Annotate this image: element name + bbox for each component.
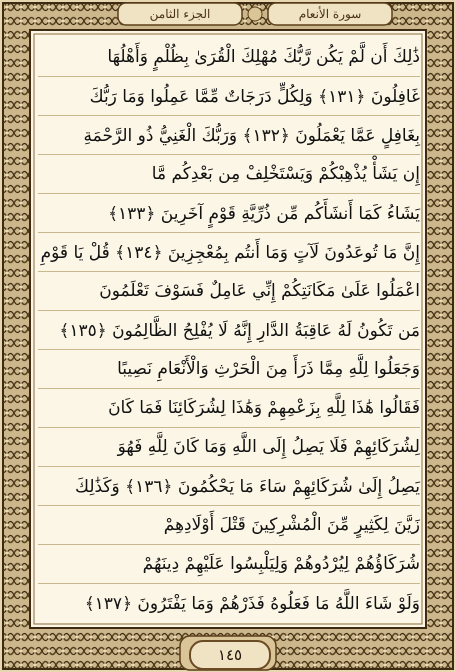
page-number: ١٤٥ [189, 640, 271, 670]
text-line: ذَٰلِكَ أَن لَّمْ يَكُن رَّبُّكَ مُهْلِكَ الْقُرَىٰ بِظُلْمٍ وَأَهْلُهَا [107, 47, 420, 67]
text-line: لِشُرَكَائِهِمْ فَلَا يَصِلُ إِلَى اللَّهِ وَمَا كَانَ لِلَّهِ فَهُوَ [117, 437, 420, 457]
text-line: شُرَكَاؤُهُمْ لِيُرْدُوهُمْ وَلِيَلْبِسُوا عَلَيْهِمْ دِينَهُمْ [142, 554, 420, 574]
surah-label: سورة الأنعام [298, 7, 362, 21]
text-line: فَقَالُوا هَٰذَا لِلَّهِ بِزَعْمِهِمْ وَهَٰذَا لِشُرَكَائِنَا فَمَا كَانَ [108, 398, 420, 418]
text-line: مَن تَكُونُ لَهُ عَاقِبَةُ الدَّارِ إِنَّهُ لَا يُفْلِحُ الظَّالِمُونَ ﴿١٣٥﴾ [59, 320, 420, 341]
text-line: وَلَوْ شَاءَ اللَّهُ مَا فَعَلُوهُ فَذَرْهُمْ وَمَا يَفْتَرُونَ ﴿١٣٧﴾ [84, 593, 420, 614]
text-line: وَجَعَلُوا لِلَّهِ مِمَّا ذَرَأَ مِنَ الْحَرْثِ وَالْأَنْعَامِ نَصِيبًا [117, 359, 420, 379]
text-line: غَافِلُونَ ﴿١٣١﴾ وَلِكُلٍّ دَرَجَاتٌ مِّمَّا عَمِلُوا وَمَا رَبُّكَ [89, 86, 420, 107]
text-line: زَيَّنَ لِكَثِيرٍ مِّنَ الْمُشْرِكِينَ قَتْلَ أَوْلَادِهِمْ [163, 515, 420, 535]
text-line: يَشَاءُ كَمَا أَنشَأَكُم مِّن ذُرِّيَّةِ قَوْمٍ آخَرِينَ ﴿١٣٣﴾ [108, 203, 420, 224]
text-line: بِغَافِلٍ عَمَّا يَعْمَلُونَ ﴿١٣٢﴾ وَرَبُّكَ الْغَنِيُّ ذُو الرَّحْمَةِ [83, 125, 420, 146]
text-line: اعْمَلُوا عَلَىٰ مَكَانَتِكُمْ إِنِّي عَامِلٌ فَسَوْفَ تَعْلَمُونَ [99, 281, 420, 301]
text-line: إِنَّ مَا تُوعَدُونَ لَآتٍ وَمَا أَنتُم بِمُعْجِزِينَ ﴿١٣٤﴾ قُلْ يَا قَوْمِ [40, 242, 420, 263]
text-line: يَصِلُ إِلَىٰ شُرَكَائِهِمْ سَاءَ مَا يَحْكُمُونَ ﴿١٣٦﴾ وَكَذَٰلِكَ [75, 476, 420, 497]
text-line: إِن يَشَأْ يُذْهِبْكُمْ وَيَسْتَخْلِفْ مِن بَعْدِكُم مَّا [151, 164, 420, 184]
quran-text [38, 38, 420, 620]
juz-label: الجزء الثامن [149, 7, 211, 21]
